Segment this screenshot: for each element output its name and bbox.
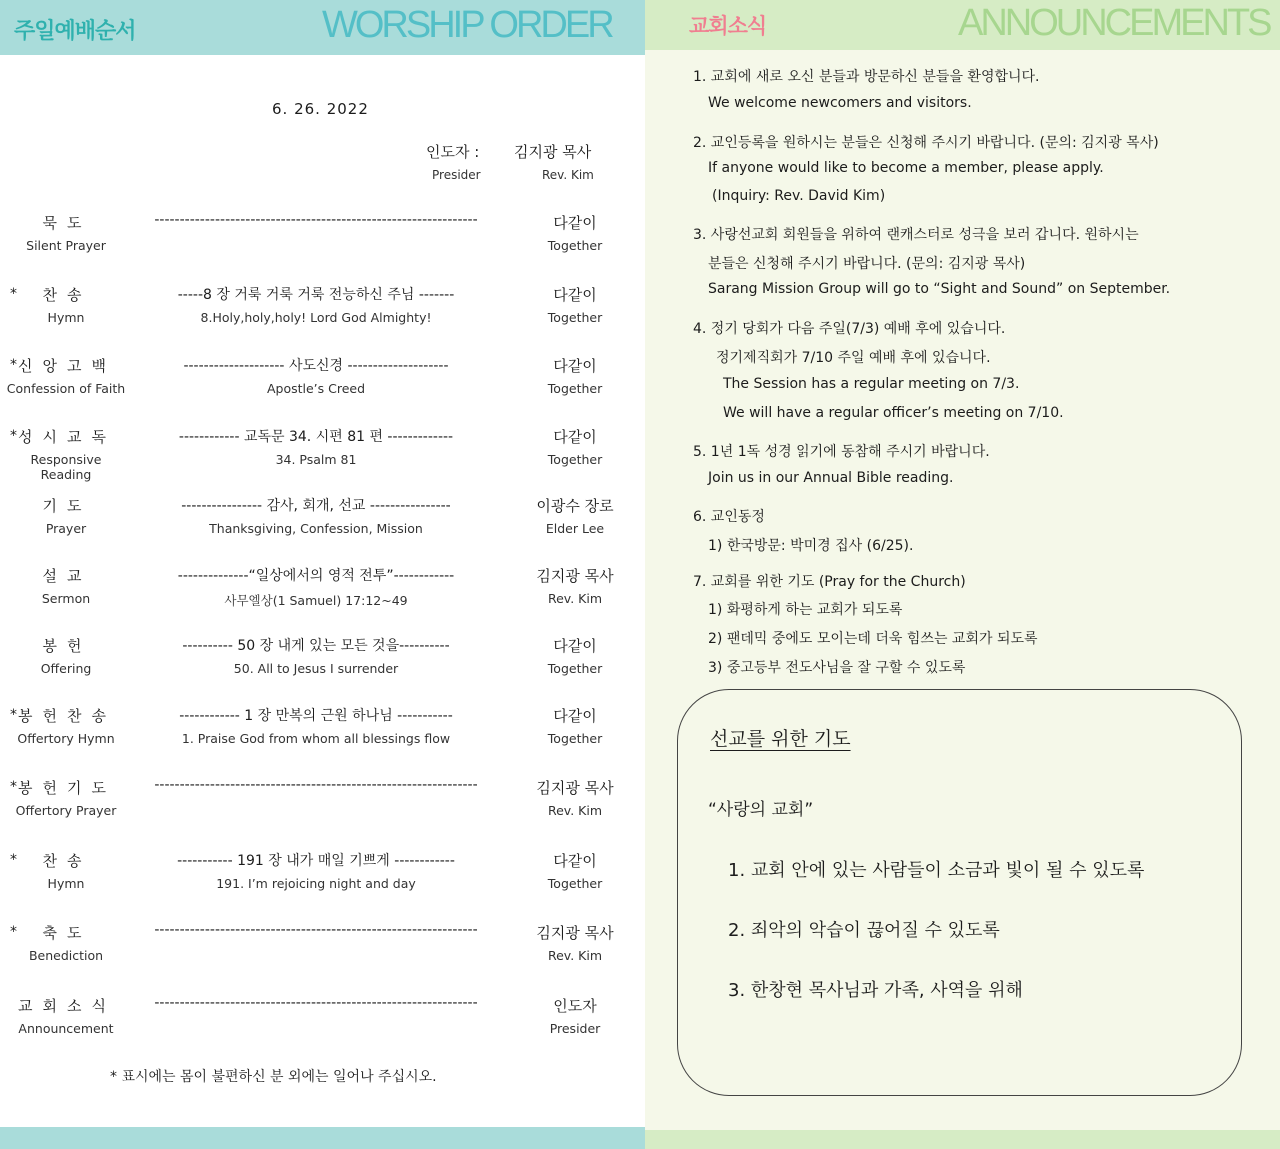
standing-footnote: * 표시에는 몸이 불편하신 분 외에는 일어나 주십시오. [110,1069,437,1085]
item-title-en: Benediction [28,948,104,963]
item-title-ko: 설교 [42,567,92,585]
item-leader-ko: 이광수 장로 [536,497,614,515]
item-content-ko: --------------“일상에서의 영적 전투”------------ [177,568,455,584]
announcement-line: We will have a regular officer’s meeting on 7/10. [723,405,1064,421]
mission-prayer-item: 2. 죄악의 악습이 끊어질 수 있도록 [728,920,1000,941]
item-leader-en: Together [547,452,603,467]
item-leader-ko: 다같이 [553,852,597,870]
announcement-line: 정기제직회가 7/10 주일 예배 후에 있습니다. [716,350,991,366]
order-item [0,284,645,344]
announcement-line: If anyone would like to become a member, please apply. [708,160,1104,176]
item-content-ko: -----8 장 거룩 거룩 거룩 전능하신 주님 ------- [177,287,455,303]
stand-marker: * [10,286,17,302]
item-content-ko: ---------------------------------------------------------------- [154,922,478,938]
stand-marker: * [10,924,17,940]
order-item [0,426,645,486]
worship-title-ko: 주일예배순서 [14,19,136,44]
announcements-title-ko: 교회소식 [689,14,767,38]
stand-marker: * [10,707,17,723]
announcement-line: 1) 한국방문: 박미경 집사 (6/25). [708,538,914,554]
item-leader-ko: 인도자 [553,997,597,1015]
stand-marker: * [10,428,17,444]
item-leader-ko: 김지광 목사 [536,779,614,797]
presider-name-ko: 김지광 목사 [514,143,592,161]
order-item [0,922,645,982]
item-content-ko: -------------------- 사도신경 -------------------- [183,358,449,374]
worship-title-en: WORSHIP ORDER [322,4,612,46]
order-item [0,355,645,415]
item-leader-en: Together [547,310,603,325]
order-item [0,850,645,910]
item-content-en: 8.Holy,holy,holy! Lord God Almighty! [200,310,432,325]
order-item [0,635,645,695]
announcements-title-en: ANNOUNCEMENTS [958,2,1270,44]
item-content-en: 34. Psalm 81 [275,452,357,467]
item-content-ko: ---------------------------------------------------------------- [154,212,478,228]
item-title-ko: 묵도 [42,214,92,232]
item-content-ko: ------------ 1 장 만복의 근원 하나님 ----------- [179,708,453,724]
item-leader-ko: 다같이 [553,637,597,655]
item-title-ko: 봉헌기도 [18,779,116,797]
item-title-ko: 교회소식 [18,997,116,1015]
mission-prayer-item: 1. 교회 안에 있는 사람들이 소금과 빛이 될 수 있도록 [728,860,1145,881]
announcements-panel [645,0,1280,1149]
service-date: 6. 26. 2022 [272,100,369,118]
announcement-line: We welcome newcomers and visitors. [708,95,972,111]
item-leader-ko: 다같이 [553,428,597,446]
announcements-footer-band [645,1130,1280,1149]
item-title-en: Offertory Hymn [17,731,115,746]
item-leader-en: Together [547,876,603,891]
item-leader-en: Rev. Kim [547,591,603,606]
announcement-line: 2. 교인등록을 원하시는 분들은 신청해 주시기 바랍니다. (문의: 김지광 목사) [693,135,1159,151]
presider-label-ko: 인도자 : [426,143,480,161]
announcement-line: 5. 1년 1독 성경 읽기에 동참해 주시기 바랍니다. [693,444,990,460]
mission-church-name: “사랑의 교회” [708,800,814,820]
item-title-en: Responsive Reading [30,452,102,482]
order-item [0,495,645,555]
item-leader-en: Together [547,381,603,396]
stand-marker: * [10,779,17,795]
order-item [0,705,645,765]
item-content-ko: ---------------- 감사, 회개, 선교 ---------------- [181,498,451,514]
worship-footer-band [0,1127,645,1149]
item-title-en: Sermon [41,591,91,606]
presider-name-en: Rev. Kim [542,168,594,182]
announcement-line: The Session has a regular meeting on 7/3. [723,376,1020,392]
item-title-en: Announcement [18,1021,114,1036]
item-leader-en: Together [547,731,603,746]
item-title-en: Confession of Faith [6,381,126,396]
item-title-en: Hymn [47,310,85,325]
item-title-en: Prayer [45,521,87,536]
presider-label-en: Presider [432,168,481,182]
announcement-line: 6. 교인동정 [693,509,765,525]
item-title-ko: 신앙고백 [18,357,116,375]
item-leader-ko: 김지광 목사 [536,924,614,942]
item-title-ko: 찬송 [42,286,92,304]
item-content-en: Thanksgiving, Confession, Mission [209,521,423,536]
item-content-ko: ---------------------------------------------------------------- [154,777,478,793]
announcement-line: 분들은 신청해 주시기 바랍니다. (문의: 김지광 목사) [708,256,1026,272]
item-content-en: 191. I’m rejoicing night and day [216,876,416,891]
announcement-line: 1) 화평하게 하는 교회가 되도록 [708,602,903,618]
announcement-line: 2) 팬데믹 중에도 모이는데 더욱 힘쓰는 교회가 되도록 [708,631,1038,647]
item-leader-en: Together [547,661,603,676]
item-title-en: Offering [40,661,92,676]
item-leader-ko: 김지광 목사 [536,567,614,585]
item-content-ko: ----------- 191 장 내가 매일 기쁘게 ------------ [177,853,455,869]
order-item [0,777,645,837]
item-leader-en: Elder Lee [545,521,605,536]
item-content-en: Apostle’s Creed [266,381,366,396]
item-leader-en: Presider [549,1021,601,1036]
item-title-en: Silent Prayer [26,238,106,253]
item-title-ko: 봉헌찬송 [18,707,116,725]
stand-marker: * [10,357,17,373]
stand-marker: * [10,852,17,868]
item-title-en: Offertory Prayer [15,803,117,818]
order-item [0,212,645,272]
item-leader-en: Rev. Kim [547,948,603,963]
announcement-line: Sarang Mission Group will go to “Sight and Sound” on September. [708,281,1171,297]
item-leader-en: Together [547,238,603,253]
announcement-line: 1. 교회에 새로 오신 분들과 방문하신 분들을 환영합니다. [693,69,1040,85]
item-leader-en: Rev. Kim [547,803,603,818]
announcement-line: 7. 교회를 위한 기도 (Pray for the Church) [693,574,966,590]
item-leader-ko: 다같이 [553,286,597,304]
item-title-ko: 봉헌 [42,637,92,655]
announcement-line: (Inquiry: Rev. David Kim) [712,188,886,204]
announcement-line: 3) 중고등부 전도사님을 잘 구할 수 있도록 [708,660,966,676]
item-content-en: 1. Praise God from whom all blessings flow [181,731,451,746]
order-item [0,565,645,625]
item-leader-ko: 다같이 [553,357,597,375]
item-content-en: 사무엘상(1 Samuel) 17:12~49 [224,593,408,608]
announcement-line: 3. 사랑선교회 회원들을 위하여 랜캐스터로 성극을 보러 갑니다. 원하시는 [693,227,1139,243]
item-title-ko: 기도 [42,497,92,515]
order-item [0,995,645,1055]
item-content-ko: ---------------------------------------------------------------- [154,995,478,1011]
announcements-header [645,0,1280,50]
item-title-ko: 성시교독 [18,428,116,446]
announcement-line: Join us in our Annual Bible reading. [708,470,954,486]
mission-prayer-box [677,689,1242,1096]
item-leader-ko: 다같이 [553,214,597,232]
mission-prayer-title: 선교를 위한 기도 [710,728,851,750]
mission-prayer-item: 3. 한창현 목사님과 가족, 사역을 위해 [728,980,1023,1001]
item-title-en: Hymn [47,876,85,891]
announcement-line: 4. 정기 당회가 다음 주일(7/3) 예배 후에 있습니다. [693,321,1006,337]
item-title-ko: 찬송 [42,852,92,870]
item-leader-ko: 다같이 [553,707,597,725]
item-title-ko: 축도 [42,924,92,942]
item-content-en: 50. All to Jesus I surrender [233,661,399,676]
item-content-ko: ------------ 교독문 34. 시편 81 편 ------------- [178,429,454,445]
worship-header [0,0,645,55]
item-content-ko: ---------- 50 장 내게 있는 모든 것을---------- [182,638,450,654]
